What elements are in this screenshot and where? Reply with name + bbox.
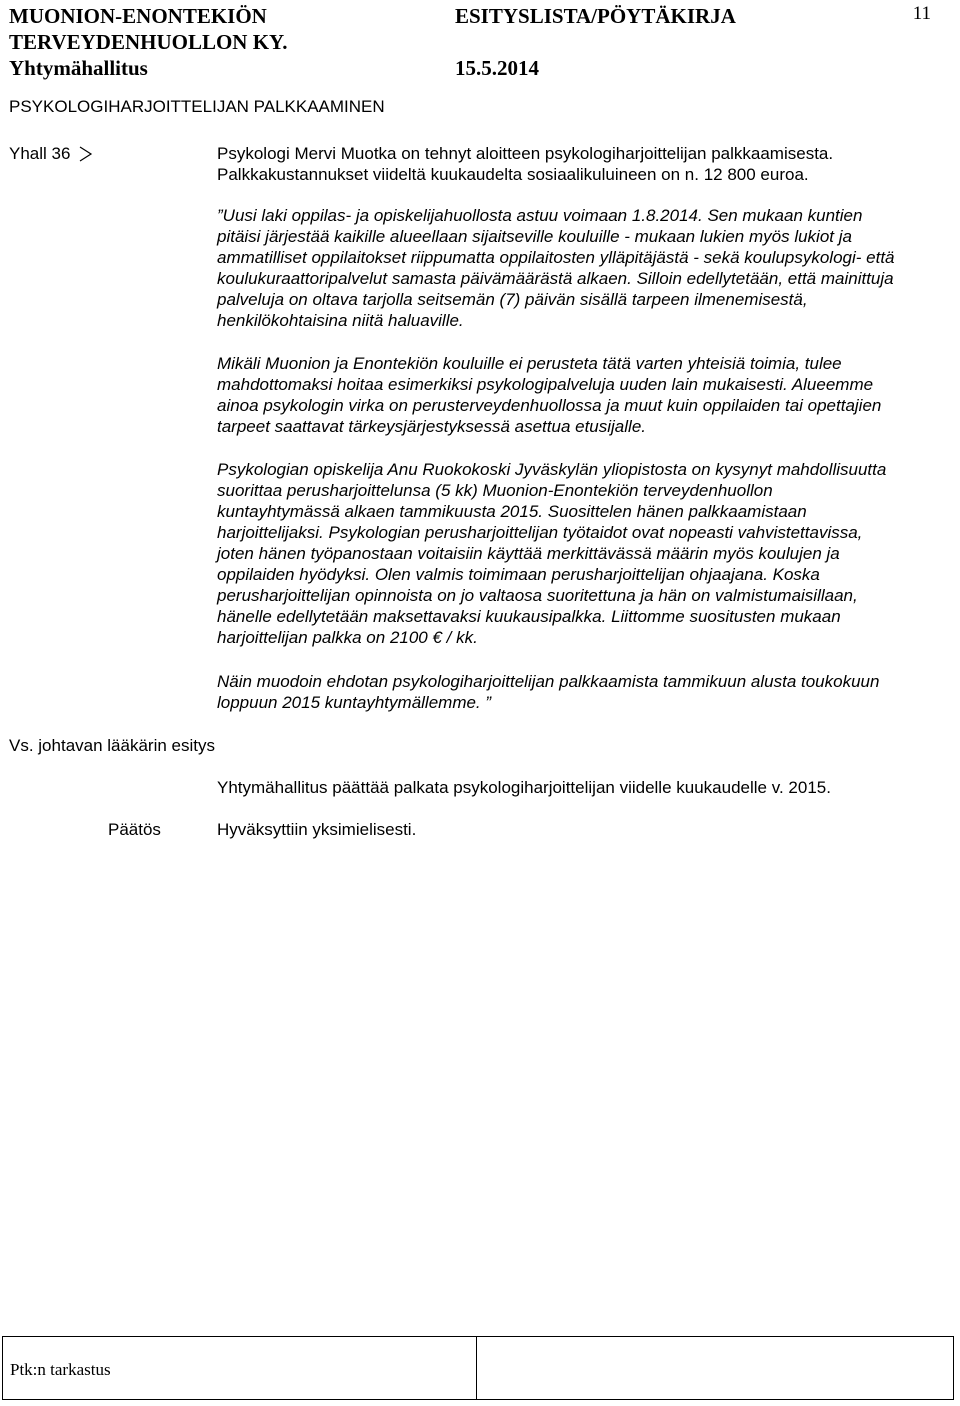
quote-proposal-text: Näin muodoin ehdotan psykologiharjoittelijan palkkaamista tammikuun alusta toukokuun loppuun 2015 kuntayhtymällemme. ” <box>217 672 880 712</box>
decision-statement: Hyväksyttiin yksimielisesti. <box>217 820 417 839</box>
proposal-label: Vs. johtavan lääkärin esitys <box>9 736 215 755</box>
tilde-icon <box>78 144 94 164</box>
intro-line: Palkkakustannukset viideltä kuukaudelta sosiaalikuluineen on n. 12 800 euroa. <box>217 165 809 184</box>
footer-divider <box>476 1337 477 1399</box>
section-title: PSYKOLOGIHARJOITTELIJAN PALKKAAMINEN <box>9 97 385 116</box>
document-type: ESITYSLISTA/PÖYTÄKIRJA <box>455 4 736 28</box>
minutes-review-label: Ptk:n tarkastus <box>10 1360 111 1379</box>
quote-schools-text: Mikäli Muonion ja Enontekiön kouluille ei perusteta tätä varten yhteisiä toimia, tulee mahdottomaksi hoitaa esimerkiksi psykologipalveluja uuden lain mukaisesti. Alueemme ainoa psykologin virka on perusterveydenhuollossa ja muut kuin oppilaiden tai opettajien tarpeet saattavat tärkeysjärjestyksessä asettua etusijalle. <box>217 354 882 436</box>
intro-text <box>217 143 897 185</box>
quote-paragraph-proposal <box>217 671 897 713</box>
intro-line: Psykologi Mervi Muotka on tehnyt aloitteen psykologiharjoittelijan palkkaamisesta. <box>217 144 834 163</box>
quote-law-details: Sen mukaan kuntien pitäisi järjestää kaikille alueellaan sijaitseville kouluille - mukaan lukien myös lukiot ja ammatilliset oppilaitokset riippumatta oppilaitosten ylläpitäjästä - sekä koulupsykologi- että koulukuraattoripalvelut samasta päivämäärästä alkaen. Silloin edellytetään, että mainittuja palveluja on oltava tarjolla seitsemän (7) päivän sisällä tarpeen ilmenemisestä, henkilökohtaisina niitä haluaville. <box>217 206 895 330</box>
decision-label: Päätös <box>108 820 161 839</box>
quote-paragraph-trainee <box>217 459 897 648</box>
minutes-review-box <box>2 1336 954 1400</box>
quote-paragraph-schools <box>217 353 897 437</box>
quote-paragraph-law <box>217 205 897 331</box>
meeting-date: 15.5.2014 <box>455 56 539 80</box>
decision-text <box>217 819 897 840</box>
proposal-statement: Yhtymähallitus päättää palkata psykologiharjoittelijan viidelle kuukaudelle v. 2015. <box>217 778 831 797</box>
page-number: 11 <box>912 3 931 24</box>
proposal-text <box>217 777 897 798</box>
quote-opening-text: ”Uusi laki oppilas- ja opiskelijahuollosta astuu voimaan 1.8.2014. <box>217 206 708 225</box>
agenda-item-label: Yhall 36 <box>9 144 71 163</box>
organization-name-line2: TERVEYDENHUOLLON KY. <box>9 30 288 54</box>
quote-trainee-text: Psykologian opiskelija Anu Ruokokoski Jyväskylän yliopistosta on kysynyt mahdollisuutta suorittaa perusharjoittelunsa (5 kk) Muonion-Enontekiön terveydenhuollon kuntayhtymässä alkaen tammikuusta 2015. Suosittelen hänen palkkaamistaan harjoittelijaksi. Psykologian perusharjoittelijan työtaidot ovat nopeasti vahvistettavissa, joten hänen työpanostaan voitaisiin käyttää merkittävässä määrin myös koulujen ja oppilaiden hyödyksi. Olen valmis toimimaan perusharjoittelijan ohjaajana. Koska perusharjoittelijan opinnoista on jo valtaosa suoritettuna ja hän on valmistumaisillaan, hänelle edellytetään maksettavaksi kuukausipalkka. Liittomme suositusten mukaan harjoittelijan palkka on 2100 € / kk. <box>217 460 887 647</box>
meeting-body-name: Yhtymähallitus <box>9 56 148 80</box>
organization-name-line1: MUONION-ENONTEKIÖN <box>9 4 267 28</box>
